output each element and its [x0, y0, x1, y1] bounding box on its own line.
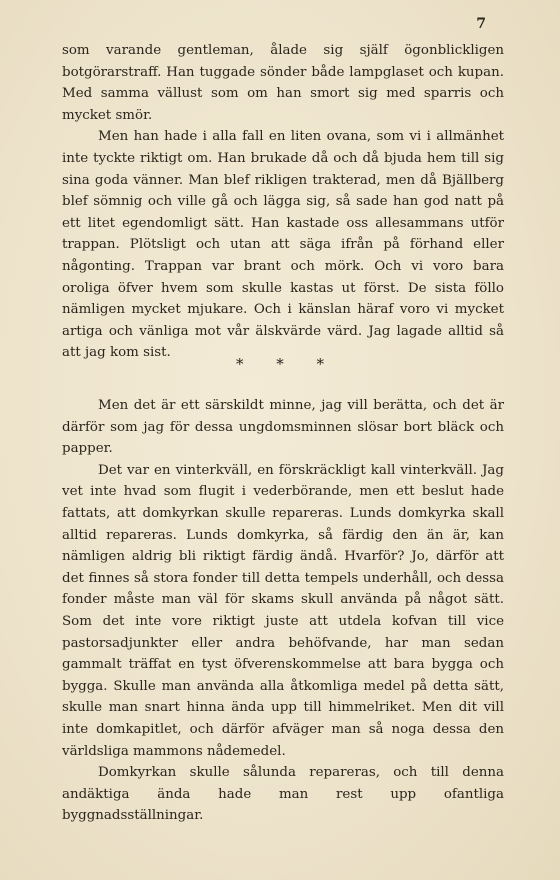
paragraph: som varande gentleman, ålade sig själf ögonblickligen botgörarstraff. Han tuggade sönder både lampglaset och kupan. Med samma vällust som om han smort sig med sparris och mycket smör. — [62, 43, 504, 123]
paragraph: Men det är ett särskildt minne, jag vill berätta, och det är därför som jag för dessa ungdomsminnen slösar bort bläck och papper. — [62, 398, 504, 457]
section-separator — [0, 355, 560, 373]
separator-asterisk: * — [235, 355, 244, 373]
paragraph: Domkyrkan skulle sålunda repareras, och till denna andäktiga ända hade man rest upp ofantliga byggnadsställningar. — [62, 765, 504, 824]
paragraph: Men han hade i alla fall en liten ovana, som vi i allmänhet inte tyckte riktigt om. Han brukade då och då bjuda hem till sig sina goda vänner. Man blef rikligen trakterad, men då Bjällberg blef sömnig och ville gå och lägga sig, så sade han god natt på ett litet egendomligt sätt. Han kastade oss allesammans utför trappan. Plötsligt och utan att säga ifrån på förhand eller någonting. Trappan var brant och mörk. Och vi voro bara oroliga öfver hvem som skulle kastas ut först. De sista föllo nämligen mycket mjukare. Och i känslan häraf voro vi mycket artiga och vänliga mot vår älskvärde värd. Jag lagade alltid så att jag kom sist. — [62, 129, 504, 361]
text-block-bottom — [62, 395, 504, 827]
text-block-top — [62, 40, 504, 364]
paragraph: Det var en vinterkväll, en förskräckligt kall vinterkväll. Jag vet inte hvad som flugit i vederbörande, men ett beslut hade fattats, att domkyrkan skulle repareras. Lunds domkyrka skall alltid repareras. Lunds domkyrka, så färdig den än är, kan nämligen aldrig bli riktigt färdig ändå. Hvarför? Jo, därför att det finnes så stora fonder till detta tempels underhåll, och dessa fonder måste man väl för skams skull använda på något sätt. Som det inte vore riktigt juste att utdela kofvan till vice pastorsadjunkter eller andra behöfvande, har man sedan gammalt träffat en tyst öfverenskommelse att bara bygga och bygga. Skulle man använda alla åtkomliga medel på detta sätt, skulle man snart hinna ända upp till himmelriket. Men dit vill inte domkapitlet, och därför afväger man så noga dessa den världsliga mammons nådemedel. — [62, 462, 504, 759]
separator-asterisk: * — [316, 355, 325, 373]
separator-asterisk: * — [276, 355, 284, 373]
page-number: 7 — [476, 16, 486, 32]
